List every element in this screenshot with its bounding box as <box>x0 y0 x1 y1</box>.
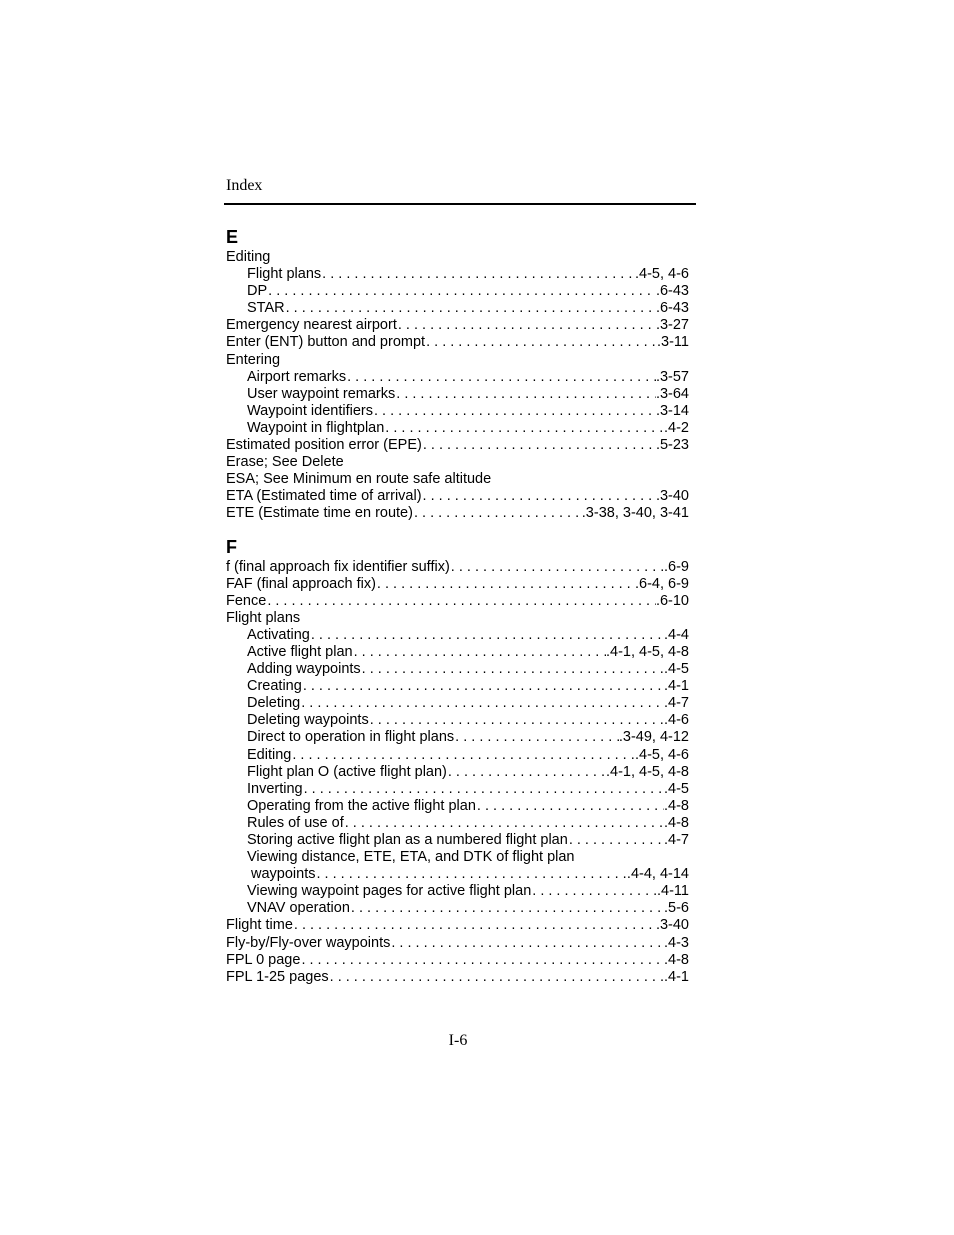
entry-term: ETE (Estimate time en route) <box>226 505 413 522</box>
entry-term: FAF (final approach fix) <box>226 575 376 592</box>
entry-pages: .4-1 <box>664 968 689 985</box>
dot-leader <box>413 505 582 522</box>
entry-term: STAR <box>247 300 285 317</box>
entry-term: waypoints <box>251 866 316 883</box>
entry-pages: .3-57 <box>655 368 689 385</box>
entry-pages: .4-4 <box>664 626 689 643</box>
dot-leader <box>447 764 606 781</box>
dot-leader <box>293 917 656 934</box>
index-entry <box>226 935 689 952</box>
running-header: Index <box>226 177 263 194</box>
entry-term: Editing <box>226 249 271 265</box>
index-entry <box>226 917 689 934</box>
dot-leader <box>300 695 664 712</box>
entry-term: f (final approach fix identifier suffix) <box>226 558 450 575</box>
dot-leader <box>285 300 656 317</box>
index-subentry <box>226 747 689 764</box>
dot-leader <box>350 900 664 917</box>
entry-pages: .3-27 <box>655 317 689 334</box>
entry-term: Rules of use of <box>247 814 344 831</box>
index-subentry <box>226 815 689 832</box>
entry-term: Estimated position error (EPE) <box>226 437 422 454</box>
index-entry <box>226 559 689 576</box>
dot-leader <box>422 437 656 454</box>
entry-pages: .4-4, 4-14 <box>626 866 689 883</box>
index-subentry <box>226 764 689 781</box>
index-entry <box>226 352 689 369</box>
dot-leader <box>291 747 635 764</box>
entry-pages: .4-3 <box>664 934 689 951</box>
entry-term: Emergency nearest airport <box>226 317 397 334</box>
dot-leader <box>369 712 664 729</box>
entry-pages: .5-6 <box>664 900 689 917</box>
dot-leader <box>425 334 657 351</box>
dot-leader <box>397 317 656 334</box>
entry-pages: .3-64 <box>655 385 689 402</box>
entry-pages: .6-43 <box>655 283 689 300</box>
index-subentry <box>226 781 689 798</box>
index-subentry <box>226 695 689 712</box>
entry-pages: .3-40 <box>655 917 689 934</box>
index-entry <box>226 610 689 627</box>
dot-leader <box>267 283 656 300</box>
entry-pages: .4-5, 4-6 <box>635 266 689 283</box>
index-section-e <box>226 226 689 523</box>
entry-pages: .4-8 <box>664 797 689 814</box>
dot-leader <box>422 488 656 505</box>
entry-pages: .6-43 <box>655 300 689 317</box>
entry-pages: .3-49, 4-12 <box>618 729 689 746</box>
index-subentry <box>226 849 689 866</box>
dot-leader <box>384 420 664 437</box>
entry-term: Creating <box>247 678 302 695</box>
entry-pages: .4-2 <box>664 419 689 436</box>
page-number: I-6 <box>448 1032 468 1049</box>
index-subentry <box>226 627 689 644</box>
dot-leader <box>302 678 664 695</box>
index-subentry <box>226 712 689 729</box>
index-subentry <box>226 866 689 883</box>
index-subentry <box>226 420 689 437</box>
entry-pages: .4-1, 4-5, 4-8 <box>605 763 689 780</box>
entry-term: Inverting <box>247 780 303 797</box>
dot-leader <box>376 576 635 593</box>
entry-term: DP <box>247 283 268 300</box>
entry-term: Active flight plan <box>247 643 353 660</box>
index-entry <box>226 969 689 986</box>
index-subentry <box>226 266 689 283</box>
dot-leader <box>373 403 656 420</box>
entry-term: Flight plans <box>226 609 301 626</box>
entry-term: FPL 1-25 pages <box>226 968 329 985</box>
entry-pages: .4-7 <box>664 695 689 712</box>
entry-term: Storing active flight plan as a numbered flight plan <box>247 832 568 848</box>
index-subentry <box>226 900 689 917</box>
index-subentry <box>226 369 689 386</box>
index-entry <box>226 505 689 522</box>
index-entry <box>226 437 689 454</box>
index-subentry <box>226 644 689 661</box>
index-subentry <box>226 386 689 403</box>
entry-term: Editing <box>247 746 292 763</box>
index-subentry <box>226 729 689 746</box>
dot-leader <box>454 729 619 746</box>
entry-term: ESA; See Minimum en route safe altitude <box>226 471 492 488</box>
entry-pages: .6-10 <box>655 592 689 609</box>
index-entry <box>226 249 689 266</box>
entry-term: User waypoint remarks <box>247 385 396 402</box>
index-subentry <box>226 403 689 420</box>
index-subentry <box>226 300 689 317</box>
entry-term: VNAV operation <box>247 900 350 917</box>
entry-term: Adding waypoints <box>247 661 361 678</box>
index-subentry <box>226 283 689 300</box>
entry-pages: .4-1 <box>664 678 689 695</box>
index-section-f <box>226 536 689 986</box>
dot-leader <box>300 952 664 969</box>
dot-leader <box>344 815 664 832</box>
header-rule <box>224 203 696 205</box>
entry-term: Deleting <box>247 695 301 712</box>
entry-term: Waypoint identifiers <box>247 402 373 419</box>
index-subentry <box>226 832 689 849</box>
index-entry <box>226 334 689 351</box>
entry-term: Operating from the active flight plan <box>247 797 476 814</box>
entry-pages: .4-8 <box>664 951 689 968</box>
entry-term: Fly-by/Fly-over waypoints <box>226 934 391 951</box>
section-letter: F <box>226 536 237 557</box>
dot-leader <box>531 883 657 900</box>
index-entry <box>226 576 689 593</box>
dot-leader <box>450 559 664 576</box>
dot-leader <box>303 781 664 798</box>
index-entry <box>226 471 689 488</box>
entry-pages: .4-1, 4-5, 4-8 <box>605 643 689 660</box>
dot-leader <box>390 935 664 952</box>
entry-term: Flight plan O (active flight plan) <box>247 763 447 780</box>
entry-term: Flight time <box>226 917 293 934</box>
entry-term: Deleting waypoints <box>247 712 369 729</box>
entry-term: Direct to operation in flight plans <box>247 729 455 746</box>
entry-pages: .6-4, 6-9 <box>635 575 689 592</box>
index-subentry <box>226 798 689 815</box>
entry-pages: .4-8 <box>664 814 689 831</box>
index-entry <box>226 488 689 505</box>
dot-leader <box>329 969 664 986</box>
entry-pages: .4-5 <box>664 661 689 678</box>
index-subentry <box>226 678 689 695</box>
entry-pages: .4-7 <box>664 832 689 848</box>
index-subentry <box>226 883 689 900</box>
section-letter: E <box>226 227 239 247</box>
entry-term: Flight plans <box>247 266 322 283</box>
dot-leader <box>353 644 606 661</box>
entry-term: ETA (Estimated time of arrival) <box>226 488 422 505</box>
entry-pages: .3-11 <box>657 334 689 351</box>
entry-pages: .3-40 <box>655 488 689 505</box>
dot-leader <box>476 798 664 815</box>
entry-pages: .4-6 <box>664 712 689 729</box>
index-entry <box>226 952 689 969</box>
entry-term: Waypoint in flightplan <box>247 419 385 436</box>
index-entry <box>226 593 689 610</box>
entry-pages: .5-23 <box>655 437 689 454</box>
entry-term: Activating <box>247 626 310 643</box>
index-body <box>226 226 689 986</box>
entry-term: Erase; See Delete <box>226 454 344 471</box>
dot-leader <box>321 266 635 283</box>
entry-term: Airport remarks <box>247 368 347 385</box>
index-entry <box>226 454 689 471</box>
entry-pages: .3-38, 3-40, 3-41 <box>581 505 689 522</box>
dot-leader <box>361 661 664 678</box>
dot-leader <box>395 386 656 403</box>
dot-leader <box>266 593 656 610</box>
entry-term: FPL 0 page <box>226 951 301 968</box>
entry-term: Viewing waypoint pages for active flight plan <box>247 883 532 900</box>
index-entry <box>226 317 689 334</box>
entry-pages: .3-14 <box>655 402 689 419</box>
entry-term: Fence <box>226 592 267 609</box>
entry-pages: .4-5 <box>664 780 689 797</box>
entry-pages: .4-11 <box>657 883 689 900</box>
dot-leader <box>346 369 656 386</box>
entry-pages: .6-9 <box>664 558 689 575</box>
entry-pages: .4-5, 4-6 <box>635 746 689 763</box>
dot-leader <box>315 866 626 883</box>
dot-leader <box>310 627 664 644</box>
entry-term: Viewing distance, ETE, ETA, and DTK of flight plan <box>247 849 575 866</box>
entry-term: Entering <box>226 351 281 368</box>
entry-term: Enter (ENT) button and prompt <box>226 334 426 351</box>
dot-leader <box>568 832 664 849</box>
index-subentry <box>226 661 689 678</box>
